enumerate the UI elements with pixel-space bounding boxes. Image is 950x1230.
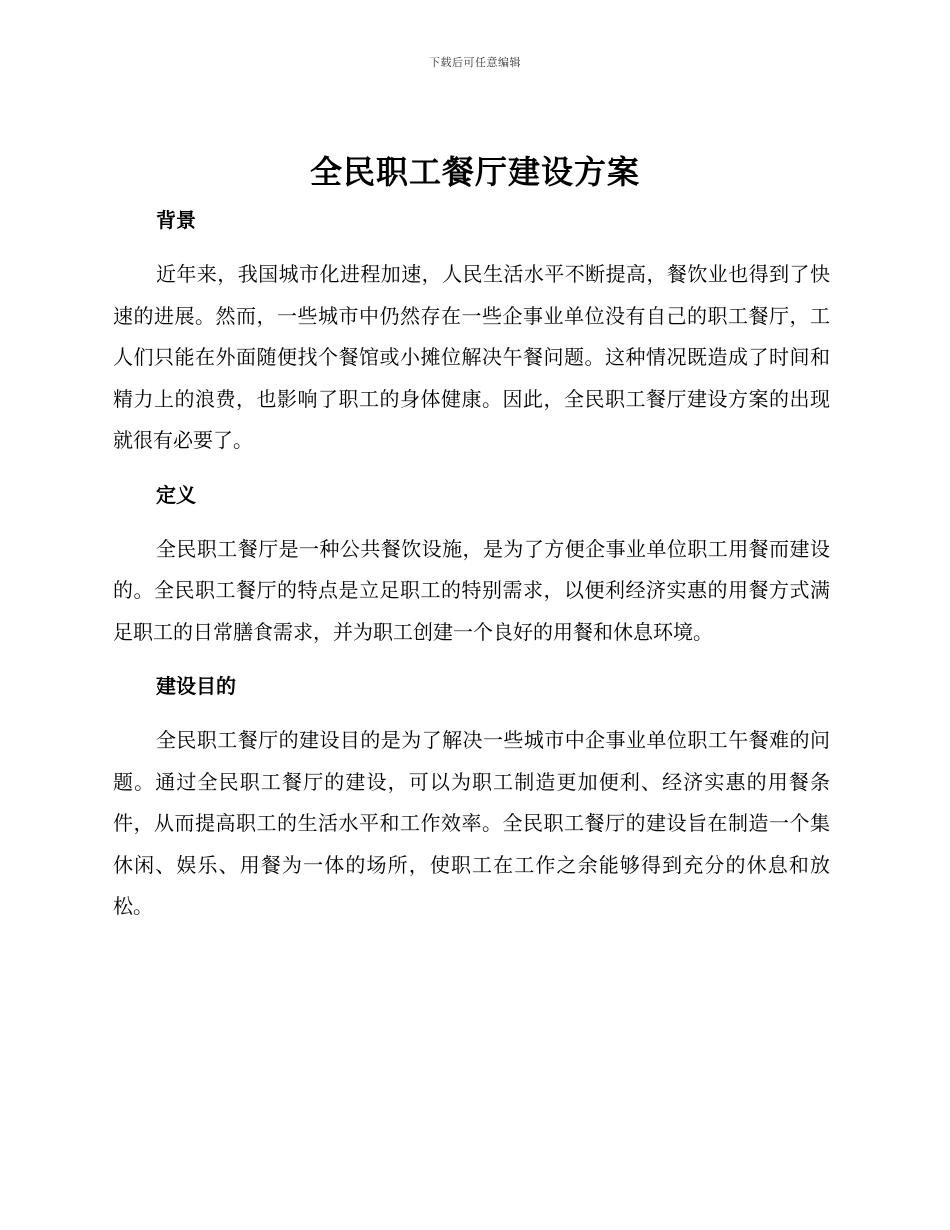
header-note: 下载后可任意编辑 — [429, 56, 521, 69]
document-title: 全民职工餐厅建设方案 — [309, 153, 640, 191]
document-body — [113, 200, 830, 928]
section-definition — [113, 475, 830, 667]
section-heading: 背景 — [156, 208, 196, 232]
section-background — [113, 200, 830, 475]
section-paragraph: 近年来，我国城市化进程加速，人民生活水平不断提高，餐饮业也得到了快速的进展。然而，一些城市中仍然存在一些企事业单位没有自己的职工餐厅，工人们只能在外面随便找个餐馆或小摊位解决午餐问题。这种情况既造成了时间和精力上的浪费，也影响了职工的身体健康。因此，全民职工餐厅建设方案的出现就很有必要了。 — [113, 262, 830, 452]
section-paragraph: 全民职工餐厅是一种公共餐饮设施，是为了方便企事业单位职工用餐而建设的。全民职工餐厅的特点是立足职工的特别需求，以便利经济实惠的用餐方式满足职工的日常膳食需求，并为职工创建一个良好的用餐和休息环境。 — [113, 536, 830, 644]
section-purpose — [113, 666, 830, 928]
section-heading: 建设目的 — [156, 674, 236, 698]
section-paragraph: 全民职工餐厅的建设目的是为了解决一些城市中企事业单位职工午餐难的问题。通过全民职工餐厅的建设，可以为职工制造更加便利、经济实惠的用餐条件，从而提高职工的生活水平和工作效率。全民职工餐厅的建设旨在制造一个集休闲、娱乐、用餐为一体的场所，使职工在工作之余能够得到充分的休息和放松。 — [113, 728, 830, 918]
section-heading: 定义 — [156, 482, 196, 507]
